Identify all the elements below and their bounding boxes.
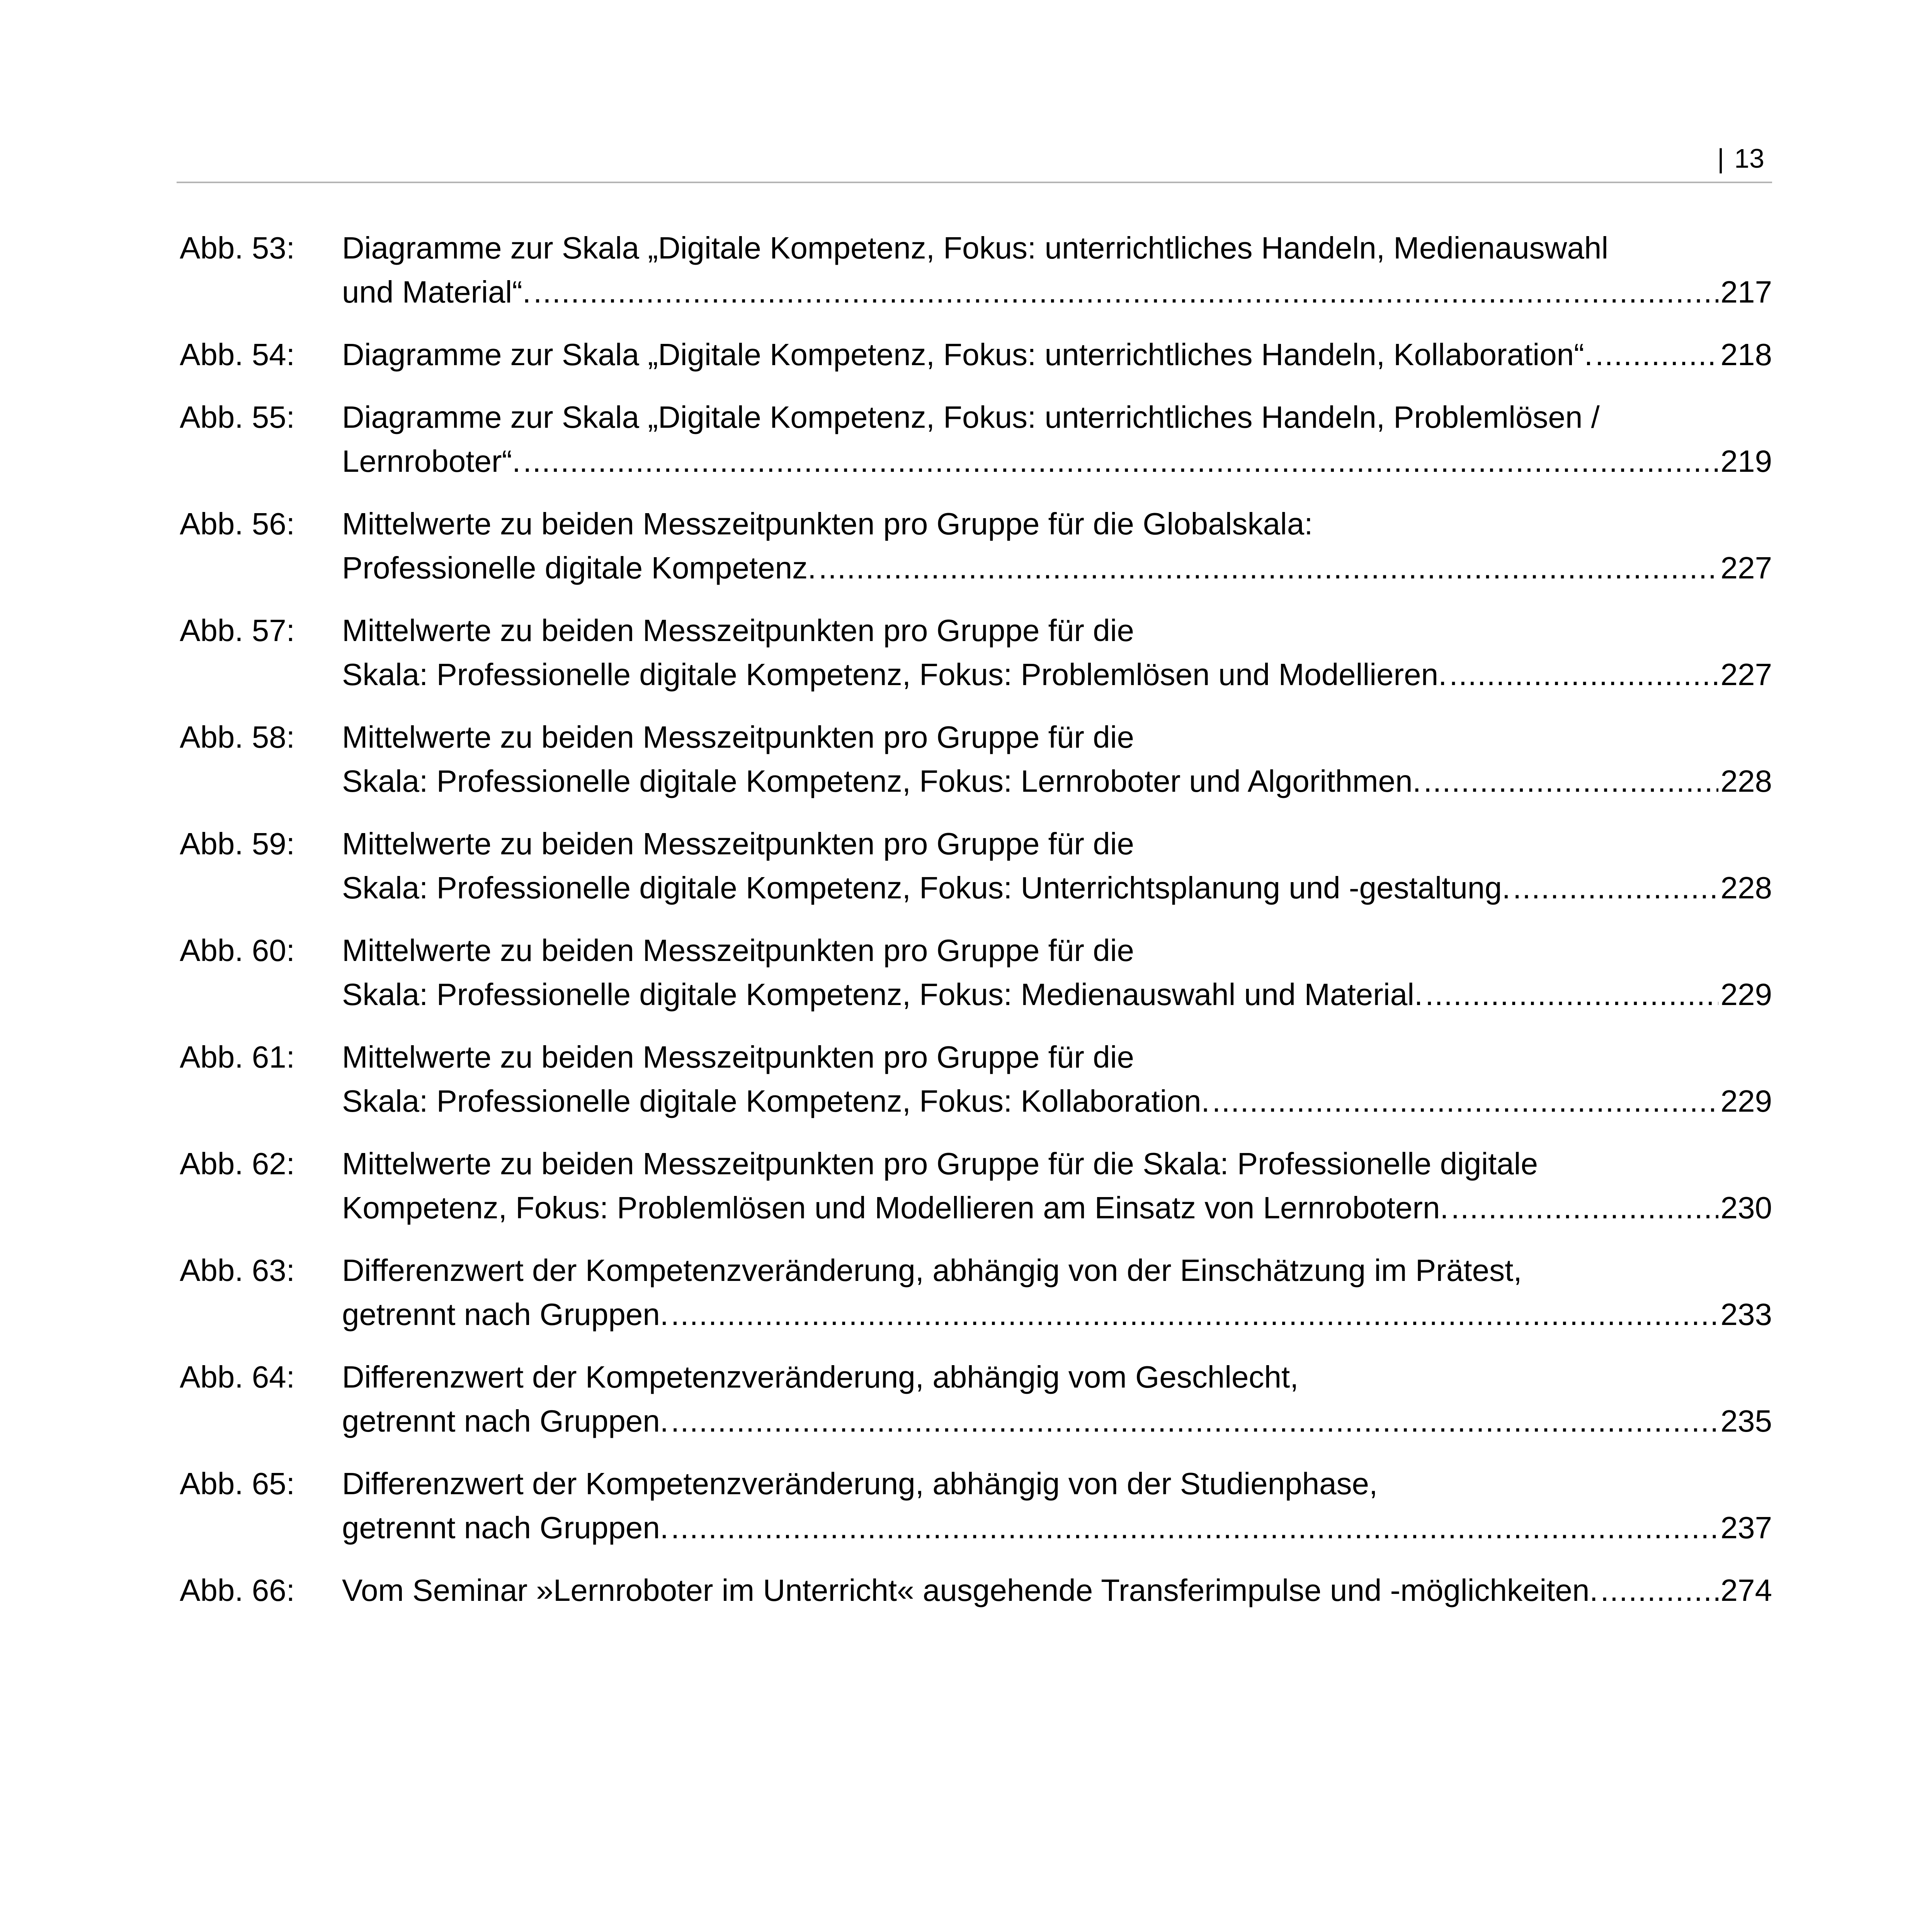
page-reference[interactable]: 237 bbox=[1720, 1510, 1772, 1545]
dot-leader bbox=[1449, 653, 1718, 697]
caption-line: getrennt nach Gruppen. bbox=[342, 1404, 669, 1438]
toc-entry[interactable] bbox=[180, 929, 1772, 1017]
figure-caption bbox=[342, 715, 1772, 803]
figure-caption bbox=[342, 1248, 1772, 1337]
page-reference[interactable]: 219 bbox=[1720, 444, 1772, 478]
dot-leader bbox=[671, 1399, 1718, 1443]
dot-leader bbox=[671, 1506, 1718, 1550]
caption-line: Mittelwerte zu beiden Messzeitpunkten pro Gruppe für die Globalskala: bbox=[342, 507, 1313, 541]
caption-line: Mittelwerte zu beiden Messzeitpunkten pro Gruppe für die Skala: Professionelle digitale bbox=[342, 1146, 1538, 1181]
caption-last-line bbox=[342, 759, 1772, 803]
caption-last-line bbox=[342, 1079, 1772, 1123]
figure-caption bbox=[342, 395, 1772, 483]
caption-line: Kompetenz, Fokus: Problemlösen und Modellieren am Einsatz von Lernrobotern. bbox=[342, 1190, 1449, 1225]
figure-label: Abb. 54: bbox=[180, 337, 295, 372]
caption-line: Mittelwerte zu beiden Messzeitpunkten pro Gruppe für die bbox=[342, 827, 1134, 861]
toc-entry[interactable] bbox=[180, 822, 1772, 910]
caption-line: und Material“. bbox=[342, 275, 531, 309]
figure-caption bbox=[342, 929, 1772, 1017]
caption-last-line bbox=[342, 546, 1772, 590]
page-number-value: 13 bbox=[1734, 143, 1764, 173]
caption-line: Mittelwerte zu beiden Messzeitpunkten pro Gruppe für die bbox=[342, 933, 1134, 968]
caption-last-line bbox=[342, 1568, 1772, 1612]
figure-caption bbox=[342, 1035, 1772, 1123]
caption-last-line bbox=[342, 439, 1772, 483]
caption-line: Skala: Professionelle digitale Kompetenz, Fokus: Problemlösen und Modellieren. bbox=[342, 657, 1447, 692]
caption-last-line bbox=[342, 1186, 1772, 1230]
dot-leader bbox=[671, 1293, 1718, 1337]
caption-last-line bbox=[342, 1399, 1772, 1443]
dot-leader bbox=[533, 270, 1718, 314]
caption-last-line bbox=[342, 653, 1772, 697]
caption-line: getrennt nach Gruppen. bbox=[342, 1510, 669, 1545]
dot-leader bbox=[1451, 1186, 1718, 1230]
caption-line: Skala: Professionelle digitale Kompetenz, Fokus: Lernroboter und Algorithmen. bbox=[342, 764, 1421, 798]
figure-label: Abb. 64: bbox=[180, 1360, 295, 1394]
figure-label: Abb. 66: bbox=[180, 1573, 295, 1607]
figure-caption bbox=[342, 822, 1772, 910]
figure-label: Abb. 56: bbox=[180, 507, 295, 541]
dot-leader bbox=[1425, 973, 1718, 1017]
caption-line: Differenzwert der Kompetenzveränderung, abhängig von der Einschätzung im Prätest, bbox=[342, 1253, 1522, 1287]
page-reference[interactable]: 230 bbox=[1720, 1190, 1772, 1225]
figure-caption bbox=[342, 1568, 1772, 1612]
caption-line: Differenzwert der Kompetenzveränderung, abhängig vom Geschlecht, bbox=[342, 1360, 1299, 1394]
figure-caption bbox=[342, 1355, 1772, 1443]
dot-leader bbox=[1595, 333, 1718, 377]
caption-last-line bbox=[342, 333, 1772, 377]
figure-caption bbox=[342, 226, 1772, 314]
toc-entry[interactable] bbox=[180, 1355, 1772, 1443]
caption-line: Professionelle digitale Kompetenz. bbox=[342, 551, 816, 585]
caption-line: getrennt nach Gruppen. bbox=[342, 1297, 669, 1332]
header-separator: | bbox=[1717, 143, 1725, 173]
caption-line: Mittelwerte zu beiden Messzeitpunkten pro Gruppe für die bbox=[342, 1040, 1134, 1074]
caption-line: Vom Seminar »Lernroboter im Unterricht« ausgehende Transferimpulse und -möglichkeiten. bbox=[342, 1573, 1598, 1607]
caption-last-line bbox=[342, 1506, 1772, 1550]
caption-line: Mittelwerte zu beiden Messzeitpunkten pro Gruppe für die bbox=[342, 613, 1134, 648]
dot-leader bbox=[523, 439, 1718, 483]
figure-label: Abb. 60: bbox=[180, 933, 295, 968]
figure-caption bbox=[342, 333, 1772, 377]
caption-line: Mittelwerte zu beiden Messzeitpunkten pro Gruppe für die bbox=[342, 720, 1134, 754]
toc-entry[interactable] bbox=[180, 1568, 1772, 1612]
figure-caption bbox=[342, 609, 1772, 697]
toc-entry[interactable] bbox=[180, 609, 1772, 697]
figure-label: Abb. 57: bbox=[180, 613, 295, 648]
toc-entry[interactable] bbox=[180, 226, 1772, 314]
caption-last-line bbox=[342, 1293, 1772, 1337]
page-number bbox=[1717, 143, 1764, 174]
figure-caption bbox=[342, 1142, 1772, 1230]
page-reference[interactable]: 227 bbox=[1720, 551, 1772, 585]
caption-line: Differenzwert der Kompetenzveränderung, abhängig von der Studienphase, bbox=[342, 1466, 1378, 1501]
caption-last-line bbox=[342, 866, 1772, 910]
figure-label: Abb. 62: bbox=[180, 1146, 295, 1181]
caption-line: Skala: Professionelle digitale Kompetenz, Fokus: Medienauswahl und Material. bbox=[342, 977, 1423, 1012]
toc-entry[interactable] bbox=[180, 395, 1772, 483]
figure-label: Abb. 59: bbox=[180, 827, 295, 861]
page-reference[interactable]: 229 bbox=[1720, 977, 1772, 1012]
dot-leader bbox=[1424, 759, 1718, 803]
toc-entry[interactable] bbox=[180, 1462, 1772, 1550]
dot-leader bbox=[1513, 866, 1718, 910]
dot-leader bbox=[1601, 1568, 1718, 1612]
caption-last-line bbox=[342, 973, 1772, 1017]
caption-line: Diagramme zur Skala „Digitale Kompetenz, Fokus: unterrichtliches Handeln, Problemlösen / bbox=[342, 400, 1600, 434]
page-reference[interactable]: 218 bbox=[1720, 337, 1772, 372]
figure-label: Abb. 53: bbox=[180, 231, 295, 265]
toc-entry[interactable] bbox=[180, 1035, 1772, 1123]
page-reference[interactable]: 229 bbox=[1720, 1084, 1772, 1118]
figure-label: Abb. 58: bbox=[180, 720, 295, 754]
page-reference[interactable]: 235 bbox=[1720, 1404, 1772, 1438]
caption-line: Lernroboter“. bbox=[342, 444, 521, 478]
page-reference[interactable]: 227 bbox=[1720, 657, 1772, 692]
caption-line: Diagramme zur Skala „Digitale Kompetenz, Fokus: unterrichtliches Handeln, Kollaboration“. bbox=[342, 337, 1593, 372]
page-reference[interactable]: 228 bbox=[1720, 871, 1772, 905]
toc-entry[interactable] bbox=[180, 1142, 1772, 1230]
caption-last-line bbox=[342, 270, 1772, 314]
page-header bbox=[177, 128, 1772, 183]
figure-caption bbox=[342, 1462, 1772, 1550]
figure-caption bbox=[342, 502, 1772, 590]
figure-label: Abb. 65: bbox=[180, 1466, 295, 1501]
page-reference[interactable]: 217 bbox=[1720, 275, 1772, 309]
caption-line: Diagramme zur Skala „Digitale Kompetenz, Fokus: unterrichtliches Handeln, Medienauswahl bbox=[342, 231, 1609, 265]
page-reference[interactable]: 233 bbox=[1720, 1297, 1772, 1332]
toc-entry[interactable] bbox=[180, 502, 1772, 590]
caption-line: Skala: Professionelle digitale Kompetenz, Fokus: Kollaboration. bbox=[342, 1084, 1210, 1118]
page-reference[interactable]: 274 bbox=[1720, 1573, 1772, 1607]
toc-entry[interactable] bbox=[180, 1248, 1772, 1337]
dot-leader bbox=[1212, 1079, 1718, 1123]
figure-label: Abb. 61: bbox=[180, 1040, 295, 1074]
figure-label: Abb. 63: bbox=[180, 1253, 295, 1287]
page-reference[interactable]: 228 bbox=[1720, 764, 1772, 798]
toc-entry[interactable] bbox=[180, 333, 1772, 377]
list-of-figures bbox=[180, 226, 1772, 1631]
dot-leader bbox=[818, 546, 1718, 590]
figure-label: Abb. 55: bbox=[180, 400, 295, 434]
caption-line: Skala: Professionelle digitale Kompetenz, Fokus: Unterrichtsplanung und -gestaltung. bbox=[342, 871, 1510, 905]
toc-entry[interactable] bbox=[180, 715, 1772, 803]
